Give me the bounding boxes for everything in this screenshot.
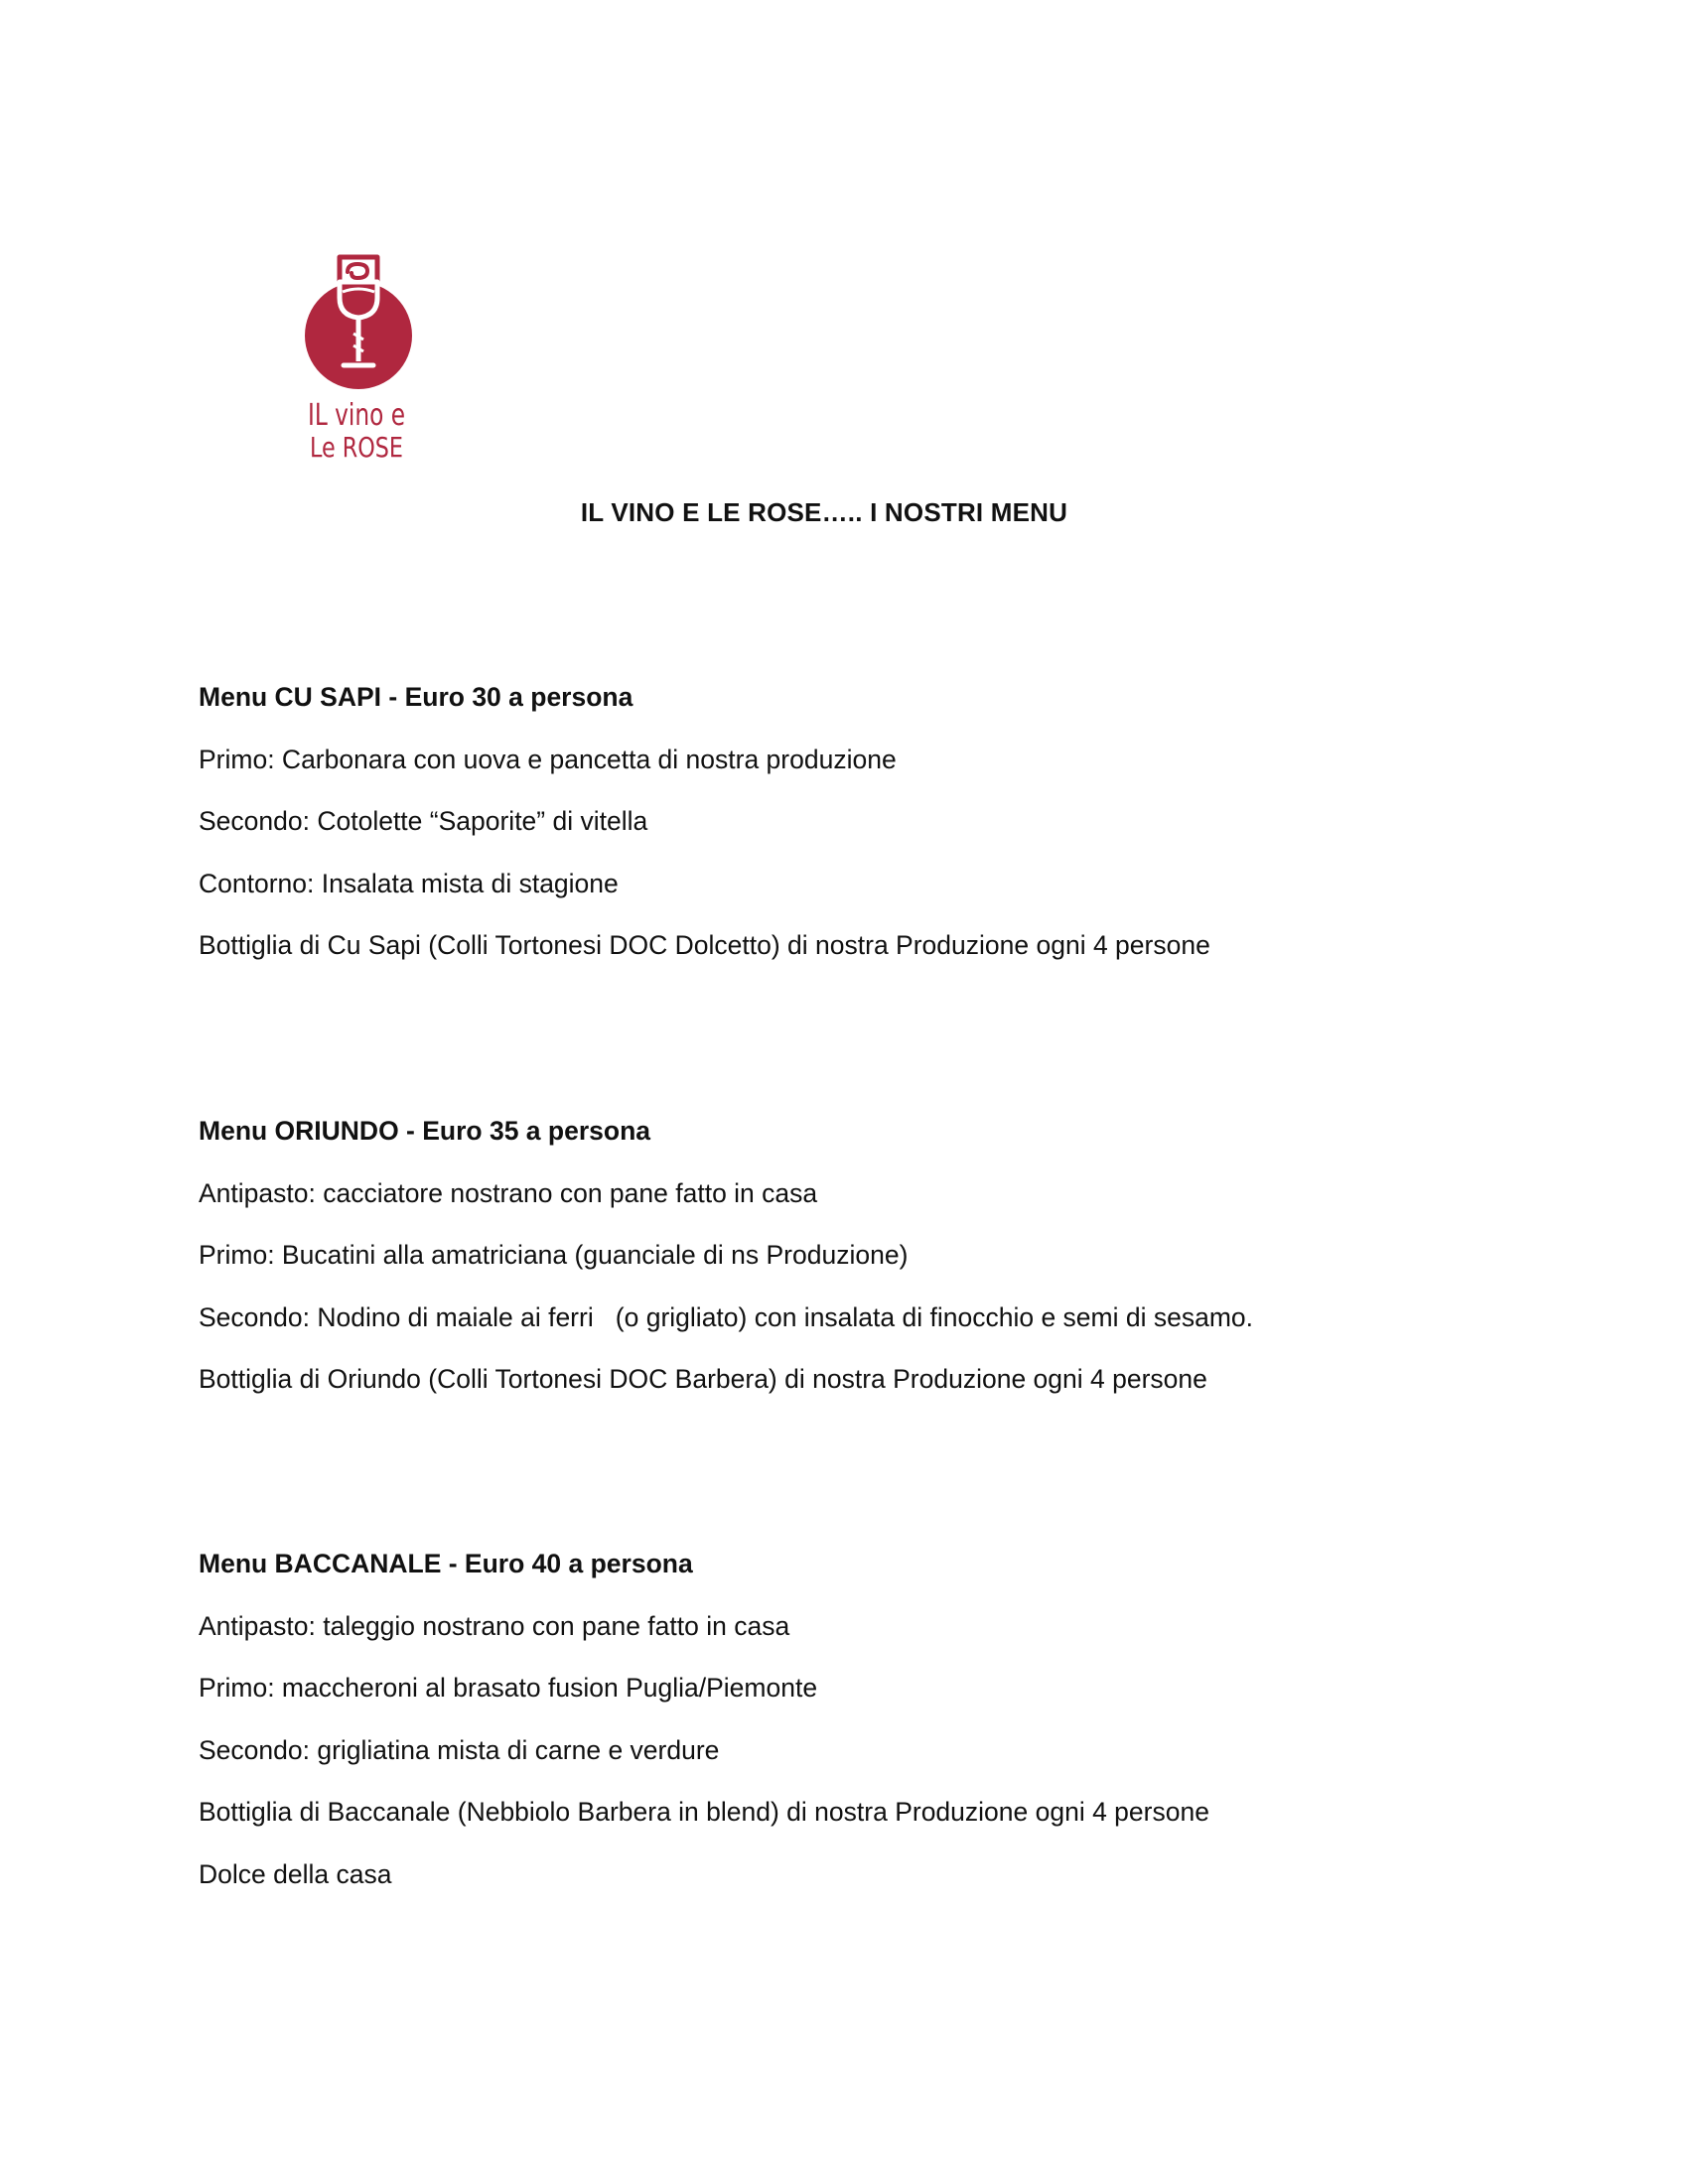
menu-heading: Menu BACCANALE - Euro 40 a persona — [199, 1549, 693, 1578]
svg-text:Le ROSE: Le ROSE — [310, 431, 403, 464]
menu-item: Antipasto: cacciatore nostrano con pane fatto in casa — [199, 1177, 818, 1208]
menu-item: Secondo: Cotolette “Saporite” di vitella — [199, 806, 648, 836]
menu-item: Primo: Bucatini alla amatriciana (guanciale di ns Produzione) — [199, 1240, 909, 1270]
menu-item: Bottiglia di Oriundo (Colli Tortonesi DOC Barbera) di nostra Produzione ogni 4 persone — [199, 1364, 1207, 1394]
menu-item: Antipasto: taleggio nostrano con pane fatto in casa — [199, 1610, 790, 1641]
menu-baccanale — [199, 1546, 1509, 1918]
menu-item: Primo: Carbonara con uova e pancetta di nostra produzione — [199, 744, 897, 774]
menu-item: Dolce della casa — [199, 1858, 392, 1889]
menu-item: Secondo: grigliatina mista di carne e verdure — [199, 1734, 720, 1765]
menu-item: Primo: maccheroni al brasato fusion Puglia/Piemonte — [199, 1673, 818, 1703]
wine-glass-logo-icon — [300, 242, 425, 467]
menu-item: Bottiglia di Baccanale (Nebbiolo Barbera in blend) di nostra Produzione ogni 4 persone — [199, 1797, 1209, 1827]
restaurant-logo — [300, 242, 425, 467]
menu-heading: Menu ORIUNDO - Euro 35 a persona — [199, 1116, 650, 1146]
menu-item: Secondo: Nodino di maiale ai ferri (o grigliato) con insalata di finocchio e semi di sesamo. — [199, 1301, 1254, 1332]
menu-item: Contorno: Insalata mista di stagione — [199, 868, 619, 898]
menu-oriundo — [199, 1113, 1509, 1424]
menu-item: Bottiglia di Cu Sapi (Colli Tortonesi DOC Dolcetto) di nostra Produzione ogni 4 persone — [199, 930, 1210, 960]
svg-text:IL vino e: IL vino e — [308, 398, 405, 433]
menu-heading: Menu CU SAPI - Euro 30 a persona — [199, 682, 633, 712]
menu-cu-sapi — [199, 679, 1509, 990]
page-title: IL VINO E LE ROSE….. I NOSTRI MENU — [580, 497, 1068, 527]
